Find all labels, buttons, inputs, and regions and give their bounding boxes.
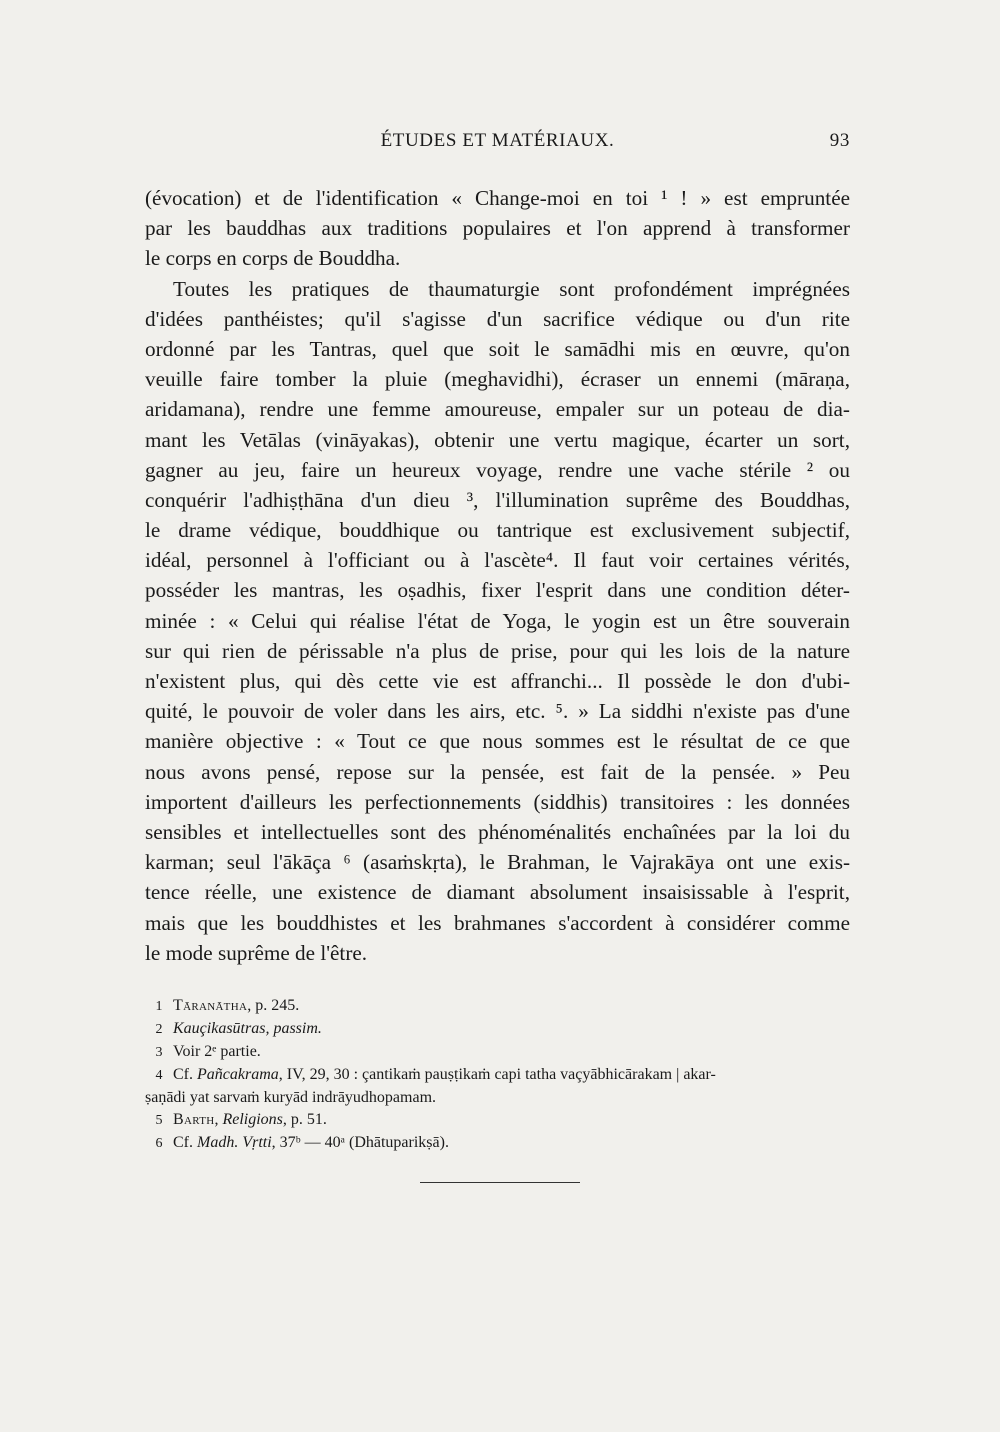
text-line: conquérir l'adhiṣṭhāna d'un dieu ³, l'illumination suprême des Bouddhas, [145,487,850,512]
page-number: 93 [829,130,850,151]
text-line: minée : « Celui qui réalise l'état de Yoga, le yogin est un être souverain [145,608,850,633]
text-line: importent d'ailleurs les perfectionnements (siddhis) transitoires : les données [145,789,850,814]
text-line: nous avons pensé, repose sur la pensée, est fait de la pensée. » Peu [145,759,850,784]
footnote-text: , IV, 29, 30 : çantikaṁ pauṣṭikaṁ capi tatha vaçyābhicārakam | akar- [278,1066,716,1083]
footnote-number: 3 [155,1045,163,1060]
footnotes [145,995,850,1155]
footnote-4 [145,1064,850,1087]
text-line: (évocation) et de l'identification « Change-moi en toi ¹ ! » est empruntée [145,186,850,210]
text-line: par les bauddhas aux traditions populaires et l'on apprend à transformer [145,216,850,241]
footnote-1 [145,995,850,1018]
text-line: manière objective : « Tout ce que nous sommes est le résultat de ce que [145,729,850,754]
text-line: quité, le pouvoir de voler dans les airs, etc. ⁵. » La siddhi n'existe pas d'une [145,699,850,724]
footnote-text: , 37ᵇ — 40ᵃ (Dhātuparikṣā). [271,1134,449,1151]
text-line: n'existent plus, qui dès cette vie est affranchi... Il possède le don d'ubi- [145,669,850,693]
text-line: mant les Vetālas (vināyakas), obtenir une vertu magique, écarter un sort, [145,427,850,452]
footnote-number: 6 [155,1136,163,1151]
footnote-lead: Cf. [173,1066,197,1083]
footnote-author: Tāranātha [173,997,248,1014]
footnote-text: Voir 2ᵉ partie. [173,1043,261,1060]
text-line: d'idées panthéistes; qu'il s'agisse d'un sacrifice védique ou d'un rite [145,306,850,331]
text-line: posséder les mantras, les oṣadhis, fixer l'esprit dans une condition déter- [145,578,850,603]
footnote-sep: , [214,1111,223,1128]
text-line: ordonné par les Tantras, quel que soit le samādhi mis en œuvre, qu'on [145,336,850,361]
footnote-title: Religions [222,1111,283,1128]
footnote-number: 2 [155,1022,163,1037]
footnote-6 [145,1132,850,1155]
footnote-2 [145,1018,850,1041]
footnote-4-continuation: ṣaṇādi yat sarvaṁ kuryād indrāyudhopamam. [145,1089,437,1106]
footnote-number: 1 [155,999,163,1014]
footnote-text: , p. 245. [247,997,300,1014]
text-line: le drame védique, bouddhique ou tantrique est exclusivement subjectif, [145,518,850,543]
running-header [145,130,850,160]
text-line: veuille faire tomber la pluie (meghavidhi), écraser un ennemi (māraṇa, [145,367,850,392]
footnote-title: Pañcakrama [197,1066,279,1083]
text-line: idéal, personnel à l'officiant ou à l'ascète⁴. Il faut voir certaines vérités, [145,548,850,573]
end-rule [420,1182,580,1183]
footnote-number: 5 [155,1113,163,1128]
text-line: sensibles et intellectuelles sont des phénoménalités enchaînées par la loi du [145,819,850,844]
text-line: mais que les bouddhistes et les brahmanes s'accordent à considérer comme [145,910,850,935]
text-line: tence réelle, une existence de diamant absolument insaisissable à l'esprit, [145,880,850,905]
footnote-lead: Cf. [173,1134,197,1151]
text-line: Toutes les pratiques de thaumaturgie sont profondément imprégnées [173,276,850,301]
footnote-title: Kauçikasūtras, passim. [173,1020,322,1037]
text-line: sur qui rien de périssable n'a plus de prise, pour qui les lois de la nature [145,638,850,663]
footnote-3 [145,1041,850,1064]
main-text [145,183,850,968]
footnote-5 [145,1109,850,1132]
footnote-text: , p. 51. [282,1111,327,1128]
text-line: le mode suprême de l'être. [145,940,368,965]
running-title: ÉTUDES ET MATÉRIAUX. [380,130,615,151]
text-line: aridamana), rendre une femme amoureuse, empaler sur un poteau de dia- [145,397,850,422]
text-line: gagner au jeu, faire un heureux voyage, rendre une vache stérile ² ou [145,457,850,482]
text-line: le corps en corps de Bouddha. [145,246,401,271]
text-line: karman; seul l'ākāça ⁶ (asaṁskṛta), le Brahman, le Vajrakāya ont une exis- [145,850,850,875]
footnote-title: Madh. Vṛtti [197,1134,272,1151]
footnote-number: 4 [155,1068,163,1083]
footnote-author: Barth [173,1111,215,1128]
